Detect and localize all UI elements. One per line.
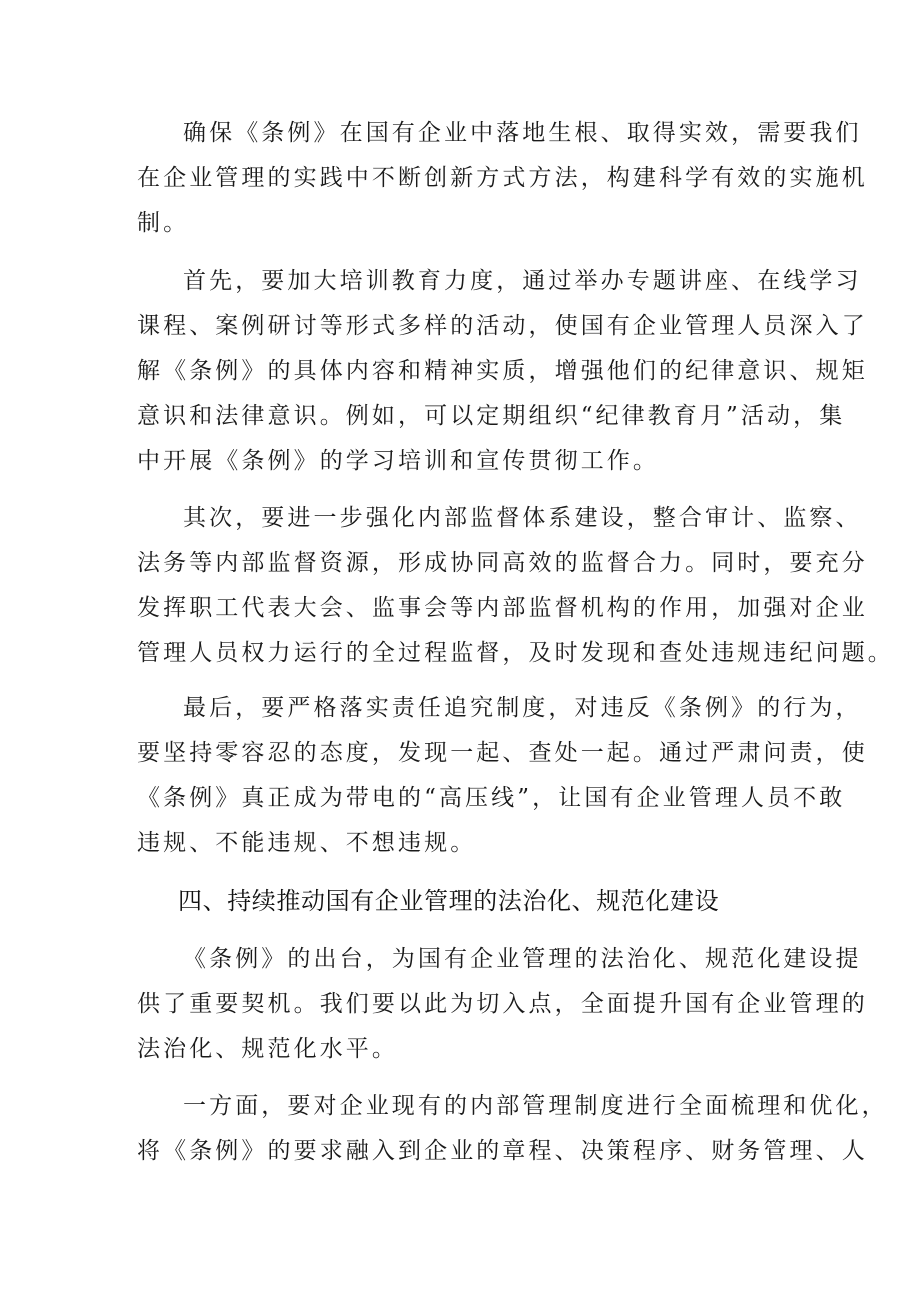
paragraph-line: 确保《条例》在国有企业中落地生根、取得实效，需要我们: [183, 120, 862, 146]
paragraph-line: 最后，要严格落实责任追究制度，对违反《条例》的行为，: [183, 695, 862, 721]
paragraph-line: 意识和法律意识。例如，可以定期组织“纪律教育月”活动，集: [137, 403, 846, 429]
paragraph-line: 违规、不能违规、不想违规。: [137, 830, 477, 856]
paragraph-line: 《条例》真正成为带电的“高压线”，让国有企业管理人员不敢: [137, 785, 846, 811]
paragraph-line: 解《条例》的具体内容和精神实质，增强他们的纪律意识、规矩: [137, 358, 868, 384]
paragraph-line: 将《条例》的要求融入到企业的章程、决策程序、财务管理、人: [137, 1138, 868, 1164]
paragraph-line: 《条例》的出台，为国有企业管理的法治化、规范化建设提: [183, 946, 862, 972]
paragraph-line: 制。: [137, 210, 190, 236]
paragraph-line: 在企业管理的实践中不断创新方式方法，构建科学有效的实施机: [137, 165, 868, 191]
paragraph-line: 法务等内部监督资源，形成协同高效的监督合力。同时，要充分: [137, 550, 868, 576]
paragraph-line: 供了重要契机。我们要以此为切入点，全面提升国有企业管理的: [137, 991, 868, 1017]
paragraph-line: 管理人员权力运行的全过程监督，及时发现和查处违规违纪问题。: [137, 640, 894, 666]
paragraph-line: 其次，要进一步强化内部监督体系建设，整合审计、监察、: [183, 505, 862, 531]
paragraph-line: 一方面，要对企业现有的内部管理制度进行全面梳理和优化，: [183, 1093, 888, 1119]
paragraph-line: 中开展《条例》的学习培训和宣传贯彻工作。: [137, 448, 659, 474]
section-heading: 四、持续推动国有企业管理的法治化、规范化建设: [178, 887, 720, 915]
paragraph-line: 发挥职工代表大会、监事会等内部监督机构的作用，加强对企业: [137, 595, 868, 621]
paragraph-line: 课程、案例研讨等形式多样的活动，使国有企业管理人员深入了: [137, 313, 868, 339]
paragraph-line: 首先，要加大培训教育力度，通过举办专题讲座、在线学习: [183, 268, 862, 294]
paragraph-line: 法治化、规范化水平。: [137, 1036, 398, 1062]
paragraph-line: 要坚持零容忍的态度，发现一起、查处一起。通过严肃问责，使: [137, 740, 868, 766]
